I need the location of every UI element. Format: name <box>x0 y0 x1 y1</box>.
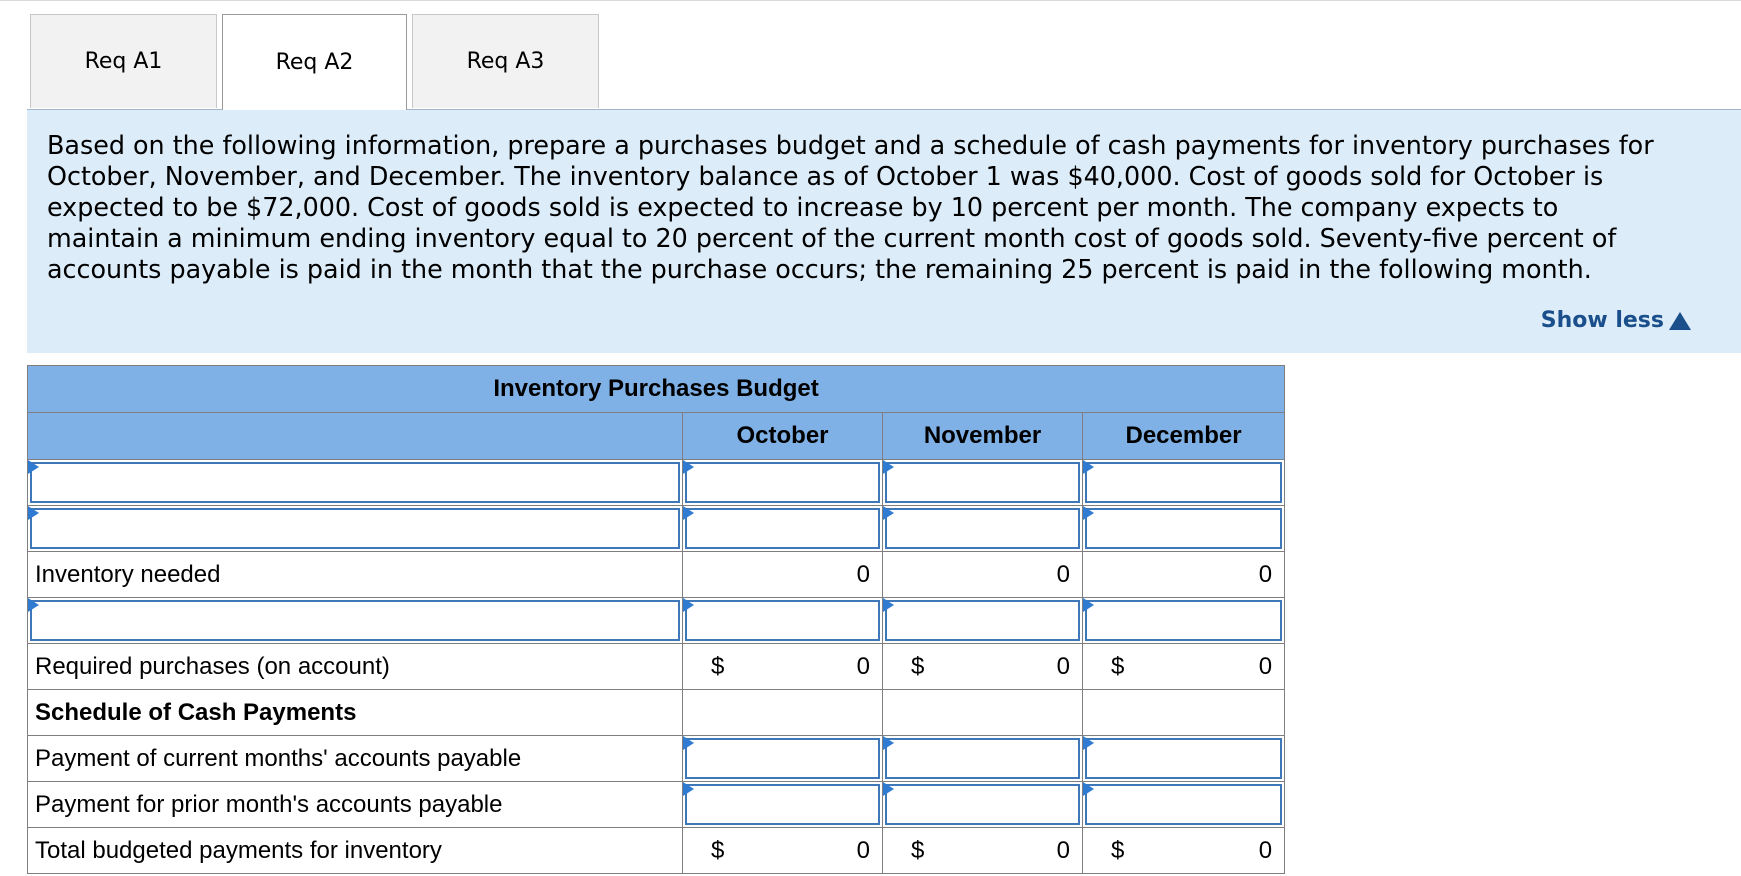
triangle-up-icon <box>1669 312 1691 330</box>
text-input[interactable] <box>30 508 680 549</box>
triangle-right-icon <box>28 460 39 474</box>
header-october: October <box>683 413 883 460</box>
triangle-right-icon <box>28 598 39 612</box>
amount-value: 0 <box>1258 837 1273 864</box>
row2-label-input[interactable] <box>28 506 683 552</box>
amount-input[interactable] <box>685 784 880 825</box>
total-payments-december <box>1083 828 1285 874</box>
instructions-text: Based on the following information, prepare a purchases budget and a schedule of cash payments for inventory purchases for October, November, and December. The inventory balance as of October 1 was $40,000. Cost of goods sold for October is expected to be $72,000. Cost of goods sold is expected to increase by 10 percent per month. The company expects to maintain a minimum ending inventory equal to 20 percent of the current month cost of goods sold. Seventy-five percent of accounts payable is paid in the month that the purchase occurs; the remaining 25 percent is paid in the following month. <box>47 130 1654 284</box>
amount-input[interactable] <box>685 738 880 779</box>
triangle-right-icon <box>28 506 39 520</box>
triangle-right-icon <box>683 506 694 520</box>
show-less-link[interactable] <box>1541 308 1691 333</box>
row2-december-input[interactable] <box>1083 506 1285 552</box>
amount-input[interactable] <box>685 600 880 641</box>
tab-req-a2[interactable]: Req A2 <box>222 14 407 110</box>
amount-value: 0 <box>856 653 870 680</box>
tab-req-a3[interactable]: Req A3 <box>412 14 599 108</box>
triangle-right-icon <box>1083 460 1094 474</box>
text-input[interactable] <box>30 462 680 503</box>
triangle-right-icon <box>683 782 694 796</box>
triangle-right-icon <box>883 460 894 474</box>
amount-value: 0 <box>856 837 870 864</box>
table-row <box>28 552 1285 598</box>
current-payment-november-input[interactable] <box>883 736 1083 782</box>
table-row <box>28 644 1285 690</box>
show-less-label: Show less <box>1540 308 1664 333</box>
tab-req-a1[interactable]: Req A1 <box>30 14 217 108</box>
total-payments-october <box>683 828 883 874</box>
row2-october-input[interactable] <box>683 506 883 552</box>
empty-cell <box>1083 690 1285 736</box>
triangle-right-icon <box>1083 506 1094 520</box>
triangle-right-icon <box>1083 736 1094 750</box>
row1-december-input[interactable] <box>1083 460 1285 506</box>
table-header-row <box>28 413 1285 460</box>
amount-input[interactable] <box>1085 508 1282 549</box>
amount-value: 0 <box>1056 653 1070 680</box>
triangle-right-icon <box>1083 598 1094 612</box>
triangle-right-icon <box>883 598 894 612</box>
triangle-right-icon <box>1083 782 1094 796</box>
row4-november-input[interactable] <box>883 598 1083 644</box>
triangle-right-icon <box>883 736 894 750</box>
inventory-needed-december: 0 <box>1083 552 1285 598</box>
current-payment-december-input[interactable] <box>1083 736 1285 782</box>
prior-payment-december-input[interactable] <box>1083 782 1285 828</box>
table-row <box>28 828 1285 874</box>
empty-cell <box>683 690 883 736</box>
header-blank <box>28 413 683 460</box>
table-title: Inventory Purchases Budget <box>28 366 1285 413</box>
table-row <box>28 598 1285 644</box>
amount-input[interactable] <box>1085 462 1282 503</box>
currency-symbol: $ <box>911 653 925 680</box>
required-purchases-november <box>883 644 1083 690</box>
total-payments-november <box>883 828 1083 874</box>
table-row <box>28 506 1285 552</box>
header-november: November <box>883 413 1083 460</box>
amount-input[interactable] <box>885 738 1080 779</box>
total-payments-label: Total budgeted payments for inventory <box>28 828 683 874</box>
currency-symbol: $ <box>1111 837 1125 864</box>
table-row <box>28 460 1285 506</box>
table-row <box>28 736 1285 782</box>
inventory-needed-label: Inventory needed <box>28 552 683 598</box>
schedule-cash-payments-heading: Schedule of Cash Payments <box>28 690 683 736</box>
currency-symbol: $ <box>711 653 725 680</box>
row1-label-input[interactable] <box>28 460 683 506</box>
prior-payment-november-input[interactable] <box>883 782 1083 828</box>
table-row <box>28 690 1285 736</box>
row4-label-input[interactable] <box>28 598 683 644</box>
table-row <box>28 782 1285 828</box>
row1-october-input[interactable] <box>683 460 883 506</box>
empty-cell <box>883 690 1083 736</box>
triangle-right-icon <box>883 782 894 796</box>
amount-input[interactable] <box>885 462 1080 503</box>
inventory-purchases-budget-table <box>27 365 1285 874</box>
table-title-row <box>28 366 1285 413</box>
row4-october-input[interactable] <box>683 598 883 644</box>
instructions-panel <box>27 109 1741 353</box>
row4-december-input[interactable] <box>1083 598 1285 644</box>
required-purchases-december <box>1083 644 1285 690</box>
amount-input[interactable] <box>885 600 1080 641</box>
current-payment-october-input[interactable] <box>683 736 883 782</box>
top-divider <box>0 0 1741 1</box>
currency-symbol: $ <box>1111 653 1125 680</box>
amount-value: 0 <box>1056 837 1070 864</box>
row2-november-input[interactable] <box>883 506 1083 552</box>
required-purchases-label: Required purchases (on account) <box>28 644 683 690</box>
amount-input[interactable] <box>1085 600 1282 641</box>
triangle-right-icon <box>683 598 694 612</box>
prior-payment-label: Payment for prior month's accounts payable <box>28 782 683 828</box>
row1-november-input[interactable] <box>883 460 1083 506</box>
prior-payment-october-input[interactable] <box>683 782 883 828</box>
amount-input[interactable] <box>685 508 880 549</box>
currency-symbol: $ <box>711 837 725 864</box>
triangle-right-icon <box>683 736 694 750</box>
inventory-needed-october: 0 <box>683 552 883 598</box>
header-december: December <box>1083 413 1285 460</box>
currency-symbol: $ <box>911 837 925 864</box>
inventory-needed-november: 0 <box>883 552 1083 598</box>
triangle-right-icon <box>683 460 694 474</box>
required-purchases-october <box>683 644 883 690</box>
amount-input[interactable] <box>885 784 1080 825</box>
amount-input[interactable] <box>685 462 880 503</box>
amount-input[interactable] <box>1085 784 1282 825</box>
text-input[interactable] <box>30 600 680 641</box>
amount-value: 0 <box>1258 653 1273 680</box>
amount-input[interactable] <box>1085 738 1282 779</box>
current-payment-label: Payment of current months' accounts payable <box>28 736 683 782</box>
amount-input[interactable] <box>885 508 1080 549</box>
triangle-right-icon <box>883 506 894 520</box>
